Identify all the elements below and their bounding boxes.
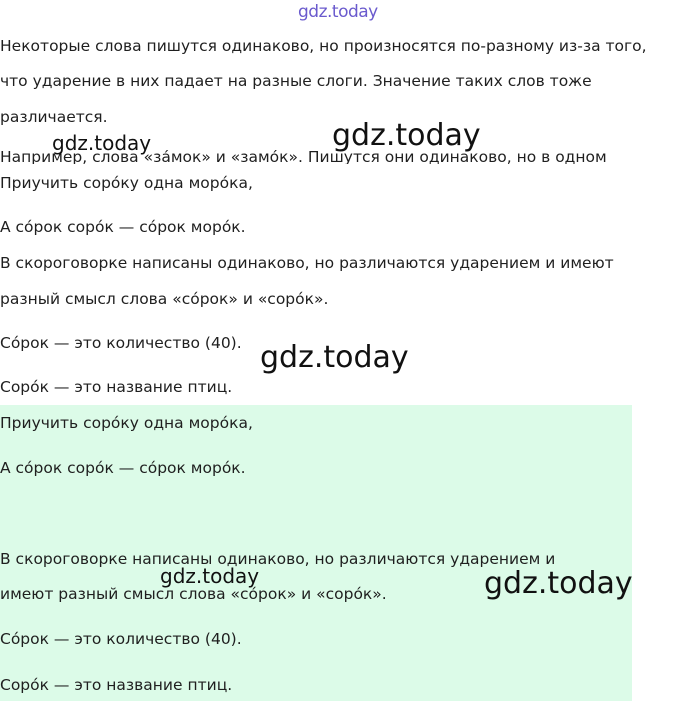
watermark-large-1: gdz.today xyxy=(332,118,481,153)
first-definition-2: Соро́к — это название птиц. xyxy=(0,378,233,396)
watermark-small-2: gdz.today xyxy=(160,564,260,588)
first-explanation-line-1: В скороговорке написаны одинаково, но различаются ударением и имеют xyxy=(0,254,614,272)
watermark-large-3: gdz.today xyxy=(484,566,633,601)
second-definition-2: Соро́к — это название птиц. xyxy=(0,676,233,694)
watermark-small-1: gdz.today xyxy=(52,131,152,155)
second-definition-1: Со́рок — это количество (40). xyxy=(0,630,242,648)
intro-line-1: Некоторые слова пишутся одинаково, но произносятся по-разному из-за того, xyxy=(0,37,647,55)
first-verse-line-1: Приучить соро́ку одна моро́ка, xyxy=(0,174,253,192)
second-verse-line-1: Приучить соро́ку одна моро́ка, xyxy=(0,414,253,432)
second-verse-line-2: А со́рок соро́к — со́рок моро́к. xyxy=(0,459,246,477)
intro-line-2: что ударение в них падает на разные слоги. Значение таких слов тоже xyxy=(0,72,592,90)
first-definition-1: Со́рок — это количество (40). xyxy=(0,334,242,352)
second-explanation-line-1: В скороговорке написаны одинаково, но различаются ударением и xyxy=(0,550,556,568)
watermark-large-2: gdz.today xyxy=(260,340,409,375)
intro-line-3: различается. xyxy=(0,108,108,126)
first-explanation-line-2: разный смысл слова «со́рок» и «соро́к». xyxy=(0,290,329,308)
intro-line-4: Например, слова «за́мок» и «замо́к». Пишутся они одинаково, но в одном xyxy=(0,150,607,164)
first-verse-line-2: А со́рок соро́к — со́рок моро́к. xyxy=(0,218,246,236)
second-explanation-line-2: имеют разный смысл слова «со́рок» и «соро́к». xyxy=(0,585,387,603)
top-watermark: gdz.today xyxy=(298,2,378,22)
